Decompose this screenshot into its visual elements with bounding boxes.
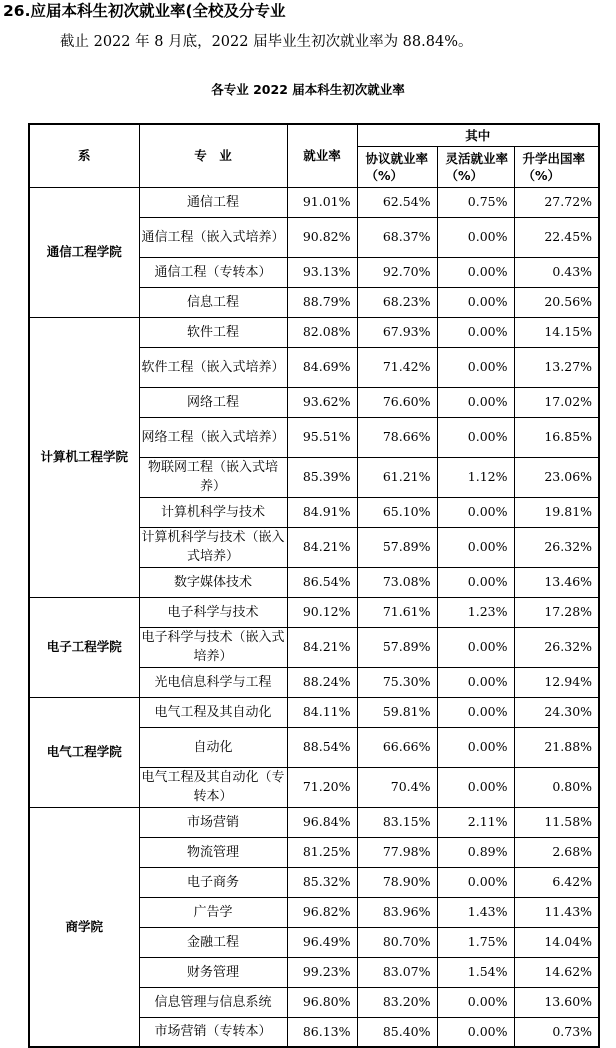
rate-cell: 96.49% bbox=[287, 927, 357, 957]
flexible-rate-cell: 0.00% bbox=[437, 217, 514, 257]
flexible-rate-cell: 0.00% bbox=[437, 1017, 514, 1047]
further-study-rate-cell: 0.80% bbox=[514, 767, 599, 807]
agreement-rate-cell: 61.21% bbox=[357, 457, 437, 497]
rate-cell: 88.54% bbox=[287, 727, 357, 767]
rate-cell: 88.24% bbox=[287, 667, 357, 697]
rate-cell: 82.08% bbox=[287, 317, 357, 347]
major-cell: 物流管理 bbox=[139, 837, 287, 867]
further-study-rate-cell: 11.43% bbox=[514, 897, 599, 927]
further-study-rate-cell: 2.68% bbox=[514, 837, 599, 867]
flexible-rate-cell: 0.00% bbox=[437, 697, 514, 727]
major-cell: 通信工程（嵌入式培养） bbox=[139, 217, 287, 257]
rate-cell: 93.13% bbox=[287, 257, 357, 287]
section-heading: 26.应届本科生初次就业率(全校及分专业 bbox=[3, 2, 286, 20]
major-cell: 市场营销（专转本） bbox=[139, 1017, 287, 1047]
rate-cell: 71.20% bbox=[287, 767, 357, 807]
flexible-rate-cell: 0.00% bbox=[437, 287, 514, 317]
rate-cell: 86.54% bbox=[287, 567, 357, 597]
flexible-rate-cell: 2.11% bbox=[437, 807, 514, 837]
further-study-rate-cell: 14.15% bbox=[514, 317, 599, 347]
agreement-rate-cell: 83.20% bbox=[357, 987, 437, 1017]
flexible-rate-cell: 1.43% bbox=[437, 897, 514, 927]
rate-cell: 96.82% bbox=[287, 897, 357, 927]
major-cell: 软件工程 bbox=[139, 317, 287, 347]
further-study-rate-cell: 27.72% bbox=[514, 187, 599, 217]
further-study-rate-cell: 12.94% bbox=[514, 667, 599, 697]
dept-cell: 计算机工程学院 bbox=[29, 317, 139, 597]
agreement-rate-cell: 66.66% bbox=[357, 727, 437, 767]
major-cell: 广告学 bbox=[139, 897, 287, 927]
rate-cell: 96.80% bbox=[287, 987, 357, 1017]
header-flexible: 灵活就业率（%） bbox=[437, 146, 514, 187]
further-study-rate-cell: 13.46% bbox=[514, 567, 599, 597]
agreement-rate-cell: 78.90% bbox=[357, 867, 437, 897]
further-study-rate-cell: 6.42% bbox=[514, 867, 599, 897]
rate-cell: 81.25% bbox=[287, 837, 357, 867]
rate-cell: 90.12% bbox=[287, 597, 357, 627]
agreement-rate-cell: 77.98% bbox=[357, 837, 437, 867]
major-cell: 电子科学与技术 bbox=[139, 597, 287, 627]
major-cell: 电子商务 bbox=[139, 867, 287, 897]
agreement-rate-cell: 59.81% bbox=[357, 697, 437, 727]
major-cell: 金融工程 bbox=[139, 927, 287, 957]
agreement-rate-cell: 70.4% bbox=[357, 767, 437, 807]
agreement-rate-cell: 73.08% bbox=[357, 567, 437, 597]
rate-cell: 99.23% bbox=[287, 957, 357, 987]
flexible-rate-cell: 0.00% bbox=[437, 527, 514, 567]
further-study-rate-cell: 26.32% bbox=[514, 527, 599, 567]
agreement-rate-cell: 83.96% bbox=[357, 897, 437, 927]
flexible-rate-cell: 0.00% bbox=[437, 347, 514, 387]
agreement-rate-cell: 57.89% bbox=[357, 627, 437, 667]
major-cell: 自动化 bbox=[139, 727, 287, 767]
further-study-rate-cell: 17.28% bbox=[514, 597, 599, 627]
further-study-rate-cell: 20.56% bbox=[514, 287, 599, 317]
flexible-rate-cell: 1.75% bbox=[437, 927, 514, 957]
table-row bbox=[29, 187, 599, 217]
flexible-rate-cell: 0.00% bbox=[437, 257, 514, 287]
agreement-rate-cell: 83.07% bbox=[357, 957, 437, 987]
agreement-rate-cell: 75.30% bbox=[357, 667, 437, 697]
flexible-rate-cell: 0.75% bbox=[437, 187, 514, 217]
major-cell: 信息工程 bbox=[139, 287, 287, 317]
flexible-rate-cell: 0.00% bbox=[437, 417, 514, 457]
major-cell: 计算机科学与技术 bbox=[139, 497, 287, 527]
agreement-rate-cell: 92.70% bbox=[357, 257, 437, 287]
flexible-rate-cell: 0.00% bbox=[437, 727, 514, 767]
agreement-rate-cell: 57.89% bbox=[357, 527, 437, 567]
dept-cell: 电子工程学院 bbox=[29, 597, 139, 697]
flexible-rate-cell: 0.00% bbox=[437, 497, 514, 527]
rate-cell: 84.69% bbox=[287, 347, 357, 387]
employment-rate-table bbox=[28, 123, 600, 1048]
dept-cell: 商学院 bbox=[29, 807, 139, 1047]
dept-cell: 电气工程学院 bbox=[29, 697, 139, 807]
flexible-rate-cell: 1.12% bbox=[437, 457, 514, 497]
agreement-rate-cell: 62.54% bbox=[357, 187, 437, 217]
rate-cell: 91.01% bbox=[287, 187, 357, 217]
summary-text: 截止 2022 年 8 月底，2022 届毕业生初次就业率为 88.84%。 bbox=[60, 34, 473, 50]
flexible-rate-cell: 0.00% bbox=[437, 767, 514, 807]
flexible-rate-cell: 0.00% bbox=[437, 627, 514, 667]
rate-cell: 93.62% bbox=[287, 387, 357, 417]
agreement-rate-cell: 65.10% bbox=[357, 497, 437, 527]
major-cell: 电气工程及其自动化 bbox=[139, 697, 287, 727]
major-cell: 通信工程 bbox=[139, 187, 287, 217]
major-cell: 信息管理与信息系统 bbox=[139, 987, 287, 1017]
further-study-rate-cell: 0.43% bbox=[514, 257, 599, 287]
further-study-rate-cell: 23.06% bbox=[514, 457, 599, 497]
major-cell: 财务管理 bbox=[139, 957, 287, 987]
rate-cell: 95.51% bbox=[287, 417, 357, 457]
rate-cell: 84.11% bbox=[287, 697, 357, 727]
agreement-rate-cell: 76.60% bbox=[357, 387, 437, 417]
major-cell: 电气工程及其自动化（专转本） bbox=[139, 767, 287, 807]
major-cell: 光电信息科学与工程 bbox=[139, 667, 287, 697]
rate-cell: 88.79% bbox=[287, 287, 357, 317]
rate-cell: 85.32% bbox=[287, 867, 357, 897]
dept-cell: 通信工程学院 bbox=[29, 187, 139, 317]
flexible-rate-cell: 0.00% bbox=[437, 867, 514, 897]
major-cell: 物联网工程（嵌入式培养） bbox=[139, 457, 287, 497]
rate-cell: 90.82% bbox=[287, 217, 357, 257]
further-study-rate-cell: 0.73% bbox=[514, 1017, 599, 1047]
agreement-rate-cell: 80.70% bbox=[357, 927, 437, 957]
further-study-rate-cell: 11.58% bbox=[514, 807, 599, 837]
flexible-rate-cell: 0.00% bbox=[437, 387, 514, 417]
header-further-study: 升学出国率（%） bbox=[514, 146, 599, 187]
further-study-rate-cell: 24.30% bbox=[514, 697, 599, 727]
table-row bbox=[29, 597, 599, 627]
further-study-rate-cell: 14.04% bbox=[514, 927, 599, 957]
rate-cell: 85.39% bbox=[287, 457, 357, 497]
further-study-rate-cell: 26.32% bbox=[514, 627, 599, 667]
table-row bbox=[29, 697, 599, 727]
agreement-rate-cell: 71.61% bbox=[357, 597, 437, 627]
flexible-rate-cell: 0.00% bbox=[437, 987, 514, 1017]
rate-cell: 84.21% bbox=[287, 527, 357, 567]
header-dept: 系 bbox=[29, 124, 139, 187]
rate-cell: 84.91% bbox=[287, 497, 357, 527]
major-cell: 数字媒体技术 bbox=[139, 567, 287, 597]
flexible-rate-cell: 0.00% bbox=[437, 567, 514, 597]
flexible-rate-cell: 1.23% bbox=[437, 597, 514, 627]
agreement-rate-cell: 85.40% bbox=[357, 1017, 437, 1047]
agreement-rate-cell: 68.23% bbox=[357, 287, 437, 317]
further-study-rate-cell: 14.62% bbox=[514, 957, 599, 987]
flexible-rate-cell: 1.54% bbox=[437, 957, 514, 987]
further-study-rate-cell: 22.45% bbox=[514, 217, 599, 257]
header-rate: 就业率 bbox=[287, 124, 357, 187]
further-study-rate-cell: 19.81% bbox=[514, 497, 599, 527]
agreement-rate-cell: 71.42% bbox=[357, 347, 437, 387]
further-study-rate-cell: 13.60% bbox=[514, 987, 599, 1017]
major-cell: 电子科学与技术（嵌入式培养） bbox=[139, 627, 287, 667]
major-cell: 网络工程（嵌入式培养） bbox=[139, 417, 287, 457]
rate-cell: 86.13% bbox=[287, 1017, 357, 1047]
major-cell: 通信工程（专转本） bbox=[139, 257, 287, 287]
table-row bbox=[29, 807, 599, 837]
further-study-rate-cell: 21.88% bbox=[514, 727, 599, 767]
flexible-rate-cell: 0.89% bbox=[437, 837, 514, 867]
agreement-rate-cell: 78.66% bbox=[357, 417, 437, 457]
flexible-rate-cell: 0.00% bbox=[437, 317, 514, 347]
table-caption: 各专业 2022 届本科生初次就业率 bbox=[211, 82, 405, 97]
major-cell: 网络工程 bbox=[139, 387, 287, 417]
header-breakdown: 其中 bbox=[357, 124, 599, 146]
agreement-rate-cell: 83.15% bbox=[357, 807, 437, 837]
further-study-rate-cell: 16.85% bbox=[514, 417, 599, 457]
header-major: 专 业 bbox=[139, 124, 287, 187]
header-agreement: 协议就业率（%） bbox=[357, 146, 437, 187]
major-cell: 市场营销 bbox=[139, 807, 287, 837]
major-cell: 计算机科学与技术（嵌入式培养） bbox=[139, 527, 287, 567]
agreement-rate-cell: 68.37% bbox=[357, 217, 437, 257]
table-body bbox=[29, 187, 599, 1047]
further-study-rate-cell: 17.02% bbox=[514, 387, 599, 417]
table-row bbox=[29, 317, 599, 347]
rate-cell: 84.21% bbox=[287, 627, 357, 667]
flexible-rate-cell: 0.00% bbox=[437, 667, 514, 697]
agreement-rate-cell: 67.93% bbox=[357, 317, 437, 347]
rate-cell: 96.84% bbox=[287, 807, 357, 837]
further-study-rate-cell: 13.27% bbox=[514, 347, 599, 387]
major-cell: 软件工程（嵌入式培养） bbox=[139, 347, 287, 387]
